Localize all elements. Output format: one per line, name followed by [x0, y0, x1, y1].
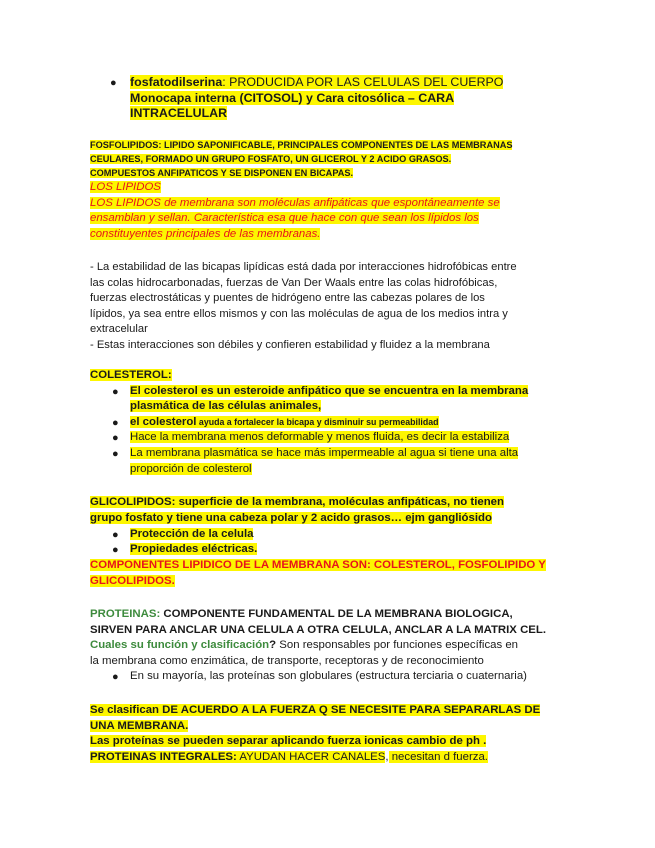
integrales-end: necesitan d fuerza. — [388, 750, 488, 763]
integrales-comma: , — [385, 750, 389, 763]
clasificacion-line3: Las proteínas se pueden separar aplicando fuerza ionicas cambio de ph . — [90, 735, 487, 748]
bullet-icon: ● — [112, 671, 119, 684]
bullet-icon: ● — [110, 77, 117, 89]
bullet-icon: ● — [112, 528, 119, 541]
glicolipidos-b1: Protección de la celula — [130, 527, 254, 540]
colesterol-bullet-2 — [90, 415, 528, 431]
colesterol-bullet-4 — [90, 446, 528, 477]
fosfatodilserina-line3: INTRACELULAR — [130, 106, 228, 120]
componentes-line2: GLICOLIPIDOS. — [90, 574, 175, 587]
proteinas-bullet-text: En su mayoría, las proteínas son globulares (estructura terciaria o cuaternaria) — [130, 670, 527, 683]
colesterol-b3: Hace la membrana menos deformable y menos fluida, es decir la estabiliza — [130, 431, 510, 444]
colesterol-section — [90, 368, 528, 477]
proteinas-line2: SIRVEN PARA ANCLAR UNA CELULA A OTRA CELULA, ANCLAR A LA MATRIX CEL. — [90, 623, 547, 636]
estabilidad-line4: lípidos, ya sea entre ellos mismos y con las moléculas de agua de los medios intra y — [90, 307, 508, 320]
colesterol-b2-bold: el colesterol — [130, 415, 197, 428]
bullet-icon: ● — [112, 544, 119, 557]
bullet-icon: ● — [112, 447, 119, 460]
proteinas-question: Cuales su función y clasificación — [90, 639, 270, 652]
term-fosfatodilserina: fosfatodilserina — [130, 75, 223, 89]
bullet-icon: ● — [112, 416, 119, 429]
proteinas-section — [90, 607, 546, 685]
proteinas-line3: Son responsables por funciones específicas en — [276, 639, 519, 652]
proteinas-qmark: ? — [269, 639, 277, 652]
fosfolipidos-paragraph — [90, 138, 512, 180]
estabilidad-line2: las colas hidrocarbonadas, fuerzas de Van Der Waals entre las colas hidrofóbicas, — [90, 276, 498, 289]
estabilidad-line3: fuerzas electrostáticas y puentes de hidrógeno entre las cabezas polares de los — [90, 292, 485, 305]
glicolipidos-b2: Propiedades eléctricas. — [130, 543, 258, 556]
estabilidad-paragraph — [90, 260, 562, 354]
colesterol-heading: COLESTEROL: — [90, 369, 172, 381]
componentes-line1: COMPONENTES LIPIDICO DE LA MEMBRANA SON: COLESTEROL, FOSFOLIPIDO Y — [90, 559, 546, 572]
bullet-icon: ● — [112, 385, 119, 398]
proteinas-label: PROTEINAS: — [90, 608, 161, 620]
glicolipidos-section — [90, 495, 546, 590]
estabilidad-line5: extracelular — [90, 323, 148, 336]
lipidos-paragraph — [90, 180, 562, 242]
integrales-text: AYUDAN HACER CANALES — [236, 750, 386, 763]
colesterol-b1-line2: plasmática de las células animales, — [130, 400, 322, 413]
colesterol-b2-small: ayuda a fortalecer la bicapa y disminuir su permeabilidad — [196, 416, 439, 427]
integrales-label: PROTEINAS INTEGRALES: — [90, 750, 237, 763]
glicolipidos-line1: GLICOLIPIDOS: superficie de la membrana, moléculas anfipáticas, no tienen — [90, 496, 504, 508]
fosfatodilserina-desc: : PRODUCIDA POR LAS CELULAS DEL CUERPO — [222, 75, 504, 89]
fosfatodilserina-line2: Monocapa interna (CITOSOL) y Cara citosólica – CARA — [130, 90, 455, 105]
colesterol-b4-line1: La membrana plasmática se hace más impermeable al agua si tiene una alta — [130, 446, 519, 459]
proteinas-line4: la membrana como enzimática, de transporte, receptoras y de reconocimiento — [90, 654, 484, 667]
colesterol-bullet-1 — [90, 384, 528, 415]
lipidos-line1: LOS LIPIDOS de membrana son moléculas anfipáticas que espontáneamente se — [90, 196, 500, 209]
clasificacion-line2: UNA MEMBRANA. — [90, 719, 189, 732]
proteinas-line1: COMPONENTE FUNDAMENTAL DE LA MEMBRANA BIOLOGICA, — [160, 608, 513, 620]
lipidos-line2: ensamblan y sellan. Característica esa que hace con que sean los lípidos los — [90, 212, 479, 224]
colesterol-b4-line2: proporción de colesterol — [130, 462, 252, 475]
fosfolipidos-line2: CEULARES, FORMADO UN GRUPO FOSFATO, UN GLICEROL Y 2 ACIDO GRASOS. — [90, 154, 452, 164]
lipidos-line3: constituyentes principales de las membranas. — [90, 227, 321, 240]
colesterol-b1-line1: El colesterol es un esteroide anfipático que se encuentra en la membrana — [130, 384, 529, 397]
clasificacion-section — [90, 703, 540, 765]
clasificacion-line1: Se clasifican DE ACUERDO A LA FUERZA Q SE NECESITE PARA SEPARARLAS DE — [90, 704, 541, 716]
fosfolipidos-line1: FOSFOLIPIDOS: LIPIDO SAPONIFICABLE, PRINCIPALES COMPONENTES DE LAS MEMBRANAS — [90, 140, 513, 150]
estabilidad-line6: - Estas interacciones son débiles y confieren estabilidad y fluidez a la membrana — [90, 338, 490, 351]
glicolipidos-bullet-2 — [90, 542, 546, 558]
estabilidad-line1: - La estabilidad de las bicapas lipídicas está dada por interacciones hidrofóbicas entre — [90, 261, 517, 273]
colesterol-bullet-3 — [90, 430, 528, 446]
glicolipidos-line2: grupo fosfato y tiene una cabeza polar y 2 acido grasos… ejm gangliósido — [90, 511, 492, 524]
lipidos-heading: LOS LIPIDOS — [90, 181, 161, 193]
fosfolipidos-line3: COMPUESTOS ANFIPATICOS Y SE DISPONEN EN BICAPAS. — [90, 168, 354, 178]
bullet-icon: ● — [112, 432, 119, 445]
proteinas-bullet — [90, 669, 546, 685]
glicolipidos-bullet-1 — [90, 527, 546, 543]
fosfatodilserina-item — [110, 75, 504, 122]
